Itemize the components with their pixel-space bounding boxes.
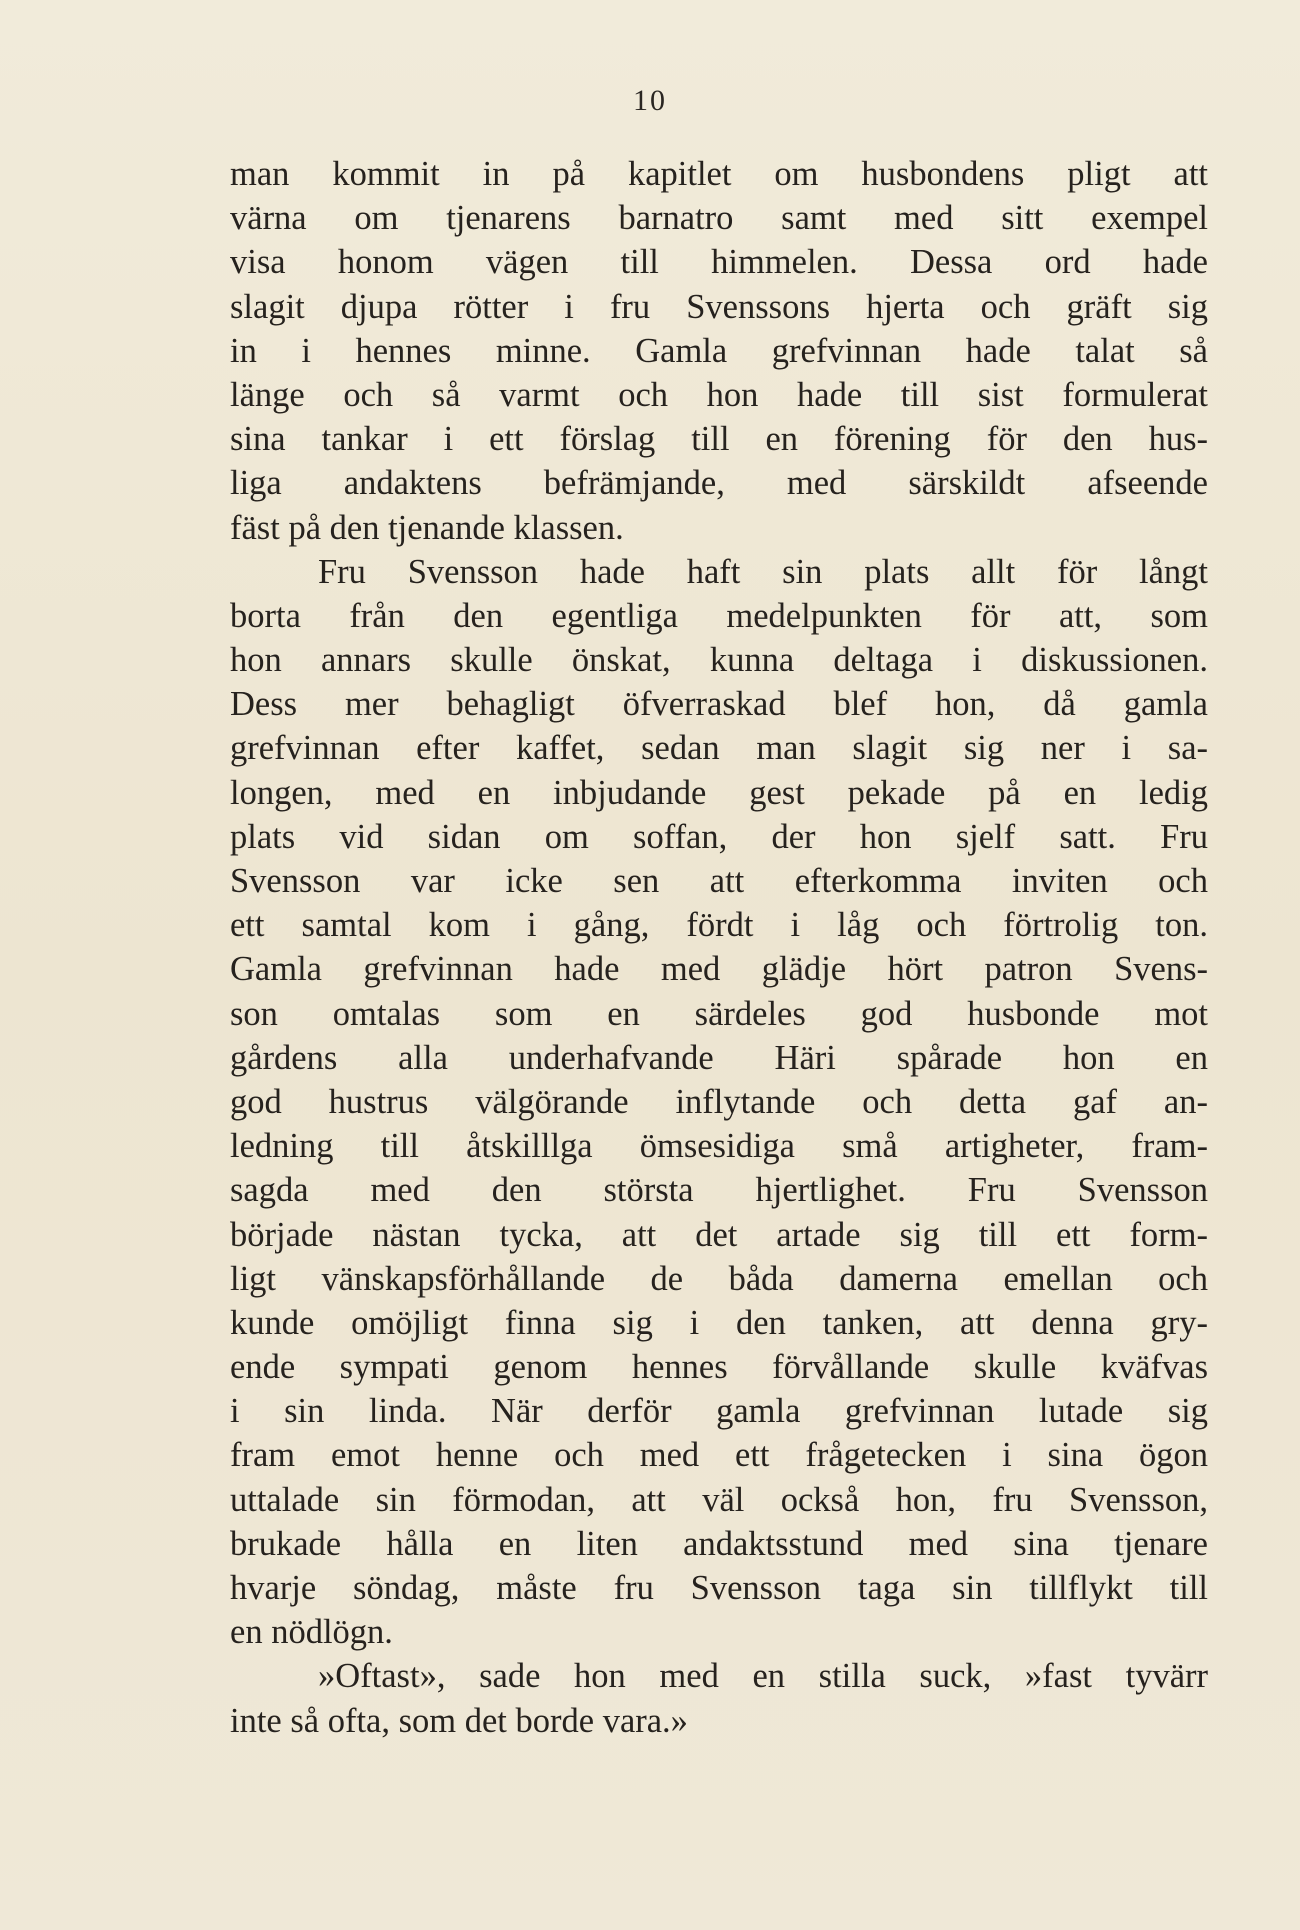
text-line: gårdens alla underhafvande Häri spårade hon en (230, 1038, 1208, 1077)
text-line: en nödlögn. (230, 1613, 393, 1652)
text-line: visa honom vägen till himmelen. Dessa ord hade (230, 243, 1208, 282)
text-line: inte så ofta, som det borde vara.» (230, 1701, 688, 1740)
text-line: »Oftast», sade hon med en stilla suck, »fast tyvärr (318, 1657, 1208, 1696)
text-line: ett samtal kom i gång, fördt i låg och förtrolig ton. (230, 906, 1208, 945)
text-line: länge och så varmt och hon hade till sist formulerat (230, 375, 1208, 414)
text-line: värna om tjenarens barnatro samt med sitt exempel (230, 199, 1208, 238)
text-line: började nästan tycka, att det artade sig till ett form- (230, 1215, 1208, 1254)
text-line: uttalade sin förmodan, att väl också hon, fru Svensson, (230, 1480, 1208, 1519)
text-line: man kommit in på kapitlet om husbondens pligt att (230, 155, 1208, 193)
text-line: Gamla grefvinnan hade med glädje hört patron Svens- (230, 950, 1208, 989)
text-line: hon annars skulle önskat, kunna deltaga i diskussionen. (230, 641, 1208, 680)
text-line: ligt vänskapsförhållande de båda damerna emellan och (230, 1259, 1208, 1298)
text-line: fäst på den tjenande klassen. (230, 508, 624, 547)
text-line: plats vid sidan om soffan, der hon sjelf satt. Fru (230, 817, 1208, 856)
text-line: borta från den egentliga medelpunkten för att, som (230, 596, 1208, 635)
text-line: longen, med en inbjudande gest pekade på en ledig (230, 773, 1208, 812)
text-line: sagda med den största hjertlighet. Fru Svensson (230, 1171, 1208, 1210)
text-line: Fru Svensson hade haft sin plats allt för långt (318, 552, 1208, 591)
text-line: kunde omöjligt finna sig i den tanken, att denna gry- (230, 1303, 1208, 1342)
text-line: hvarje söndag, måste fru Svensson taga sin tillflykt till (230, 1569, 1208, 1607)
text-line: son omtalas som en särdeles god husbonde mot (230, 994, 1208, 1033)
text-line: Dess mer behagligt öfverraskad blef hon, då gamla (230, 685, 1208, 724)
text-line: ledning till åtskilllga ömsesidiga små artigheter, fram- (230, 1127, 1208, 1166)
text-line: i sin linda. När derför gamla grefvinnan lutade sig (230, 1392, 1208, 1431)
page-number: 10 (633, 84, 667, 117)
text-line: god hustrus välgörande inflytande och detta gaf an- (230, 1082, 1208, 1121)
text-line: in i hennes minne. Gamla grefvinnan hade talat så (230, 331, 1208, 370)
text-line: brukade hålla en liten andaktsstund med sina tjenare (230, 1524, 1208, 1563)
text-line: sina tankar i ett förslag till en förening för den hus- (230, 420, 1208, 459)
body-text (230, 152, 1208, 1743)
text-line: fram emot henne och med ett frågetecken i sina ögon (230, 1436, 1208, 1475)
text-line: ende sympati genom hennes förvållande skulle kväfvas (230, 1348, 1208, 1387)
text-line: slagit djupa rötter i fru Svenssons hjerta och gräft sig (230, 287, 1208, 326)
text-line: liga andaktens befrämjande, med särskildt afseende (230, 464, 1208, 503)
text-line: grefvinnan efter kaffet, sedan man slagit sig ner i sa- (230, 729, 1208, 768)
text-line: Svensson var icke sen att efterkomma inviten och (230, 862, 1208, 900)
